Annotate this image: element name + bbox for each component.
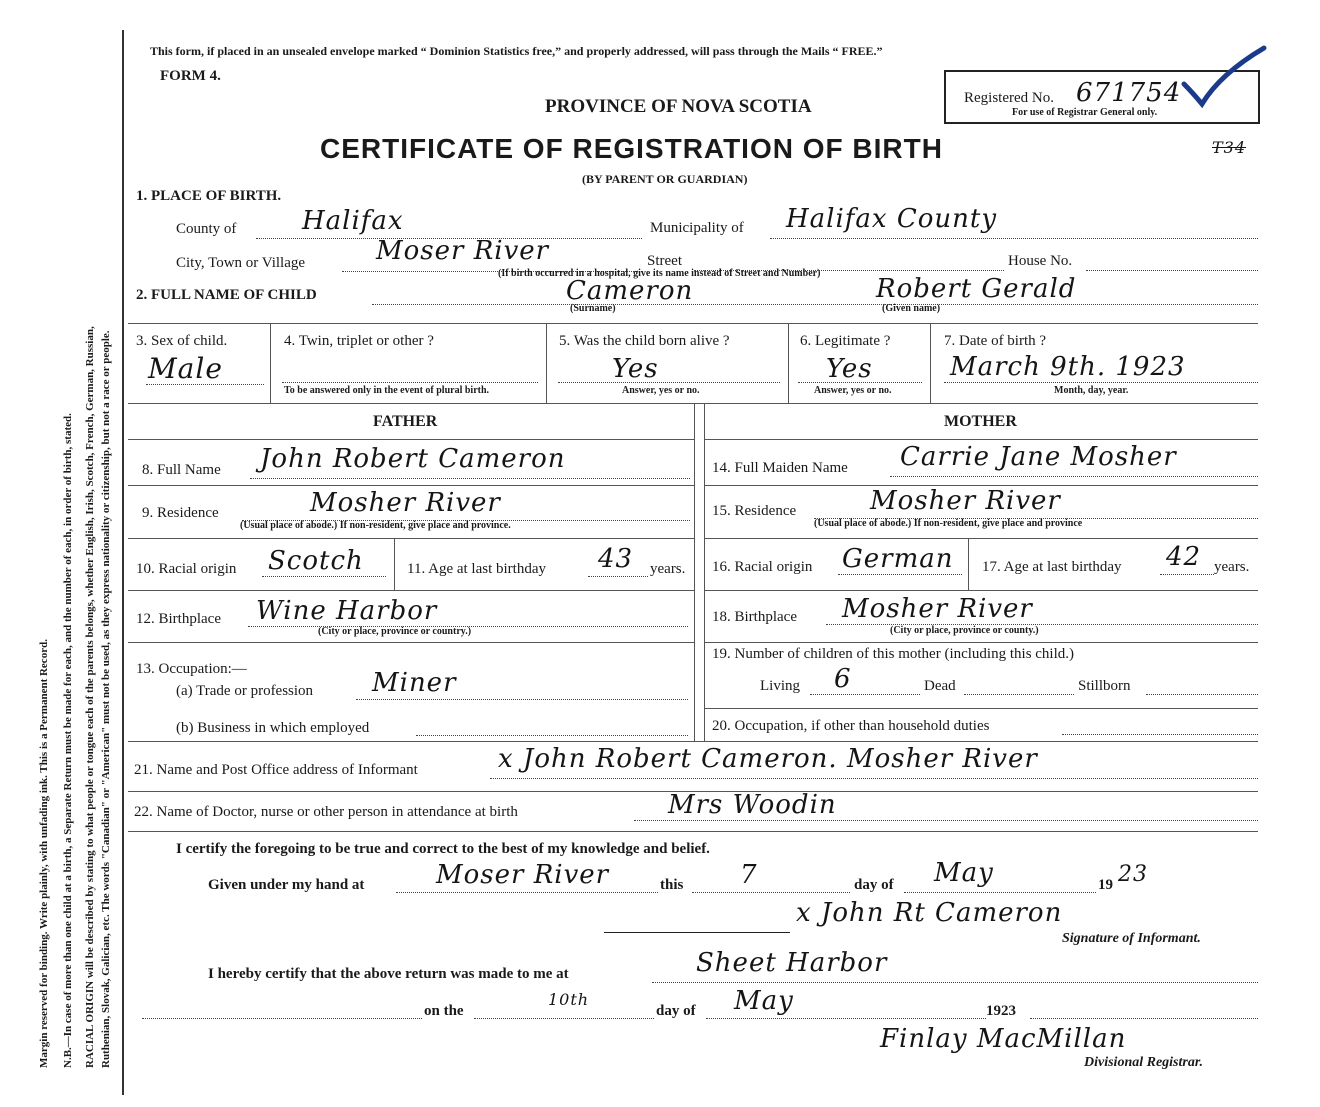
informant-label: 21. Name and Post Office address of Informant [134, 762, 418, 778]
registrar-year: 1923 [986, 1003, 1016, 1019]
registrar-day: 10th [548, 990, 590, 1009]
checkmark-icon [1180, 44, 1270, 114]
sex-label: 3. Sex of child. [136, 333, 228, 349]
mother-age: 42 [1166, 542, 1202, 572]
mother-residence-label: 15. Residence [712, 503, 797, 519]
registrar-place: Sheet Harbor [696, 948, 888, 978]
doctor-label: 22. Name of Doctor, nurse or other person in attendance at birth [134, 804, 518, 820]
legitimate-note: Answer, yes or no. [814, 385, 892, 396]
doctor-value: Mrs Woodin [668, 790, 837, 820]
given-month: May [934, 858, 994, 888]
child-surname: Cameron [566, 276, 694, 306]
dead-label: Dead [924, 678, 956, 694]
birth-date-value: March 9th. 1923 [950, 352, 1186, 382]
father-birthplace-note: (City or place, province or country.) [318, 626, 472, 637]
this-label: this [660, 877, 684, 893]
informant-signature-label: Signature of Informant. [1062, 931, 1201, 946]
father-occupation-label: 13. Occupation:— [136, 661, 247, 677]
corner-mark: T34 [1212, 138, 1247, 157]
mother-race-label: 16. Racial origin [712, 559, 813, 575]
registrar-use-note: For use of Registrar General only. [1012, 107, 1158, 118]
certificate-title: CERTIFICATE OF REGISTRATION OF BIRTH [320, 133, 943, 164]
given-place: Moser River [436, 860, 610, 890]
margin-note-3: RACIAL ORIGIN will be described by stating to what people or tongue each of the parents belongs, whether English, Irish, Scotch, French, German, Russian, [84, 326, 96, 1068]
father-age: 43 [598, 544, 634, 574]
father-name-label: 8. Full Name [142, 462, 221, 478]
father-age-label: 11. Age at last birthday [407, 561, 546, 577]
given-under-label: Given under my hand at [208, 877, 365, 893]
city-value: Moser River [376, 236, 550, 266]
registrar-signature: Finlay MacMillan [880, 1024, 1127, 1054]
day-of-label: day of [854, 877, 894, 893]
twin-label: 4. Twin, triplet or other ? [284, 333, 434, 349]
father-heading: FATHER [373, 413, 438, 430]
on-the-label: on the [424, 1003, 464, 1019]
year-prefix: 19 [1098, 877, 1113, 893]
street-label: Street [647, 253, 682, 269]
mother-heading: MOTHER [944, 413, 1017, 430]
margin-note-2: N.B.—In case of more than one child at a birth, a Separate Return must be made for each, and the number of each, in order of birth, stated. [62, 413, 74, 1068]
birth-date-label: 7. Date of birth ? [944, 333, 1047, 349]
given-name-label: (Given name) [882, 303, 941, 314]
registrar-day-of-label: day of [656, 1003, 696, 1019]
mother-occupation-label: 20. Occupation, if other than household duties [712, 718, 990, 734]
county-value: Halifax [302, 206, 404, 236]
stillborn-label: Stillborn [1078, 678, 1131, 694]
father-race-label: 10. Racial origin [136, 561, 237, 577]
mother-name-label: 14. Full Maiden Name [712, 460, 848, 476]
mother-birthplace-note: (City or place, province or county.) [890, 625, 1039, 636]
father-race: Scotch [268, 546, 364, 576]
mother-race: German [842, 544, 954, 574]
margin-note-4: Ruthenian, Slovak, Galician, etc. The words "Canadian" or "American" must not be used, as they express nationality or citizenship, but not a race or people. [100, 330, 112, 1068]
twin-note: To be answered only in the event of plural birth. [284, 385, 490, 396]
margin-rule [122, 30, 124, 1095]
living-count: 6 [834, 664, 852, 694]
informant-value: x John Robert Cameron. Mosher River [498, 744, 1038, 774]
certify-text: I certify the foregoing to be true and correct to the best of my knowledge and belief. [176, 841, 710, 857]
children-count-label: 19. Number of children of this mother (including this child.) [712, 646, 1075, 662]
city-label: City, Town or Village [176, 255, 306, 271]
surname-label: (Surname) [570, 303, 616, 314]
municipality-value: Halifax County [786, 204, 998, 234]
house-number-label: House No. [1008, 253, 1073, 269]
father-residence: Mosher River [310, 488, 501, 518]
sex-value: Male [148, 352, 223, 385]
municipality-label: Municipality of [650, 220, 744, 236]
mother-age-label: 17. Age at last birthday [982, 559, 1122, 575]
father-birthplace: Wine Harbor [256, 596, 438, 626]
given-day: 7 [740, 860, 758, 890]
born-alive-label: 5. Was the child born alive ? [559, 333, 730, 349]
father-trade: Miner [372, 668, 457, 698]
margin-note-1: Margin reserved for binding. Write plainly, with unfading ink. This is a Permanent Record. [38, 639, 50, 1068]
legitimate-value: Yes [826, 354, 873, 384]
mail-notice: This form, if placed in an unsealed envelope marked “ Dominion Statistics free,” and properly addressed, will pass through the Mails “ FREE.” [150, 44, 883, 58]
father-name: John Robert Cameron [260, 444, 566, 474]
father-business-label: (b) Business in which employed [176, 720, 370, 736]
child-given-name: Robert Gerald [876, 274, 1077, 304]
father-years-label: years. [650, 561, 686, 577]
given-year: 23 [1118, 862, 1148, 887]
born-alive-value: Yes [612, 354, 659, 384]
county-label: County of [176, 221, 237, 237]
living-label: Living [760, 678, 800, 694]
mother-residence: Mosher River [870, 486, 1061, 516]
mother-birthplace-label: 18. Birthplace [712, 609, 797, 625]
father-trade-label: (a) Trade or profession [176, 683, 314, 699]
father-residence-note: (Usual place of abode.) If non-resident, give place and province. [240, 520, 511, 531]
legitimate-label: 6. Legitimate ? [800, 333, 891, 349]
mother-name: Carrie Jane Mosher [900, 442, 1177, 472]
registrar-month: May [734, 986, 794, 1016]
registrar-signature-label: Divisional Registrar. [1084, 1055, 1204, 1070]
mother-residence-note: (Usual place of abode.) If non-resident, give place and province [814, 518, 1083, 529]
informant-signature: x John Rt Cameron [796, 898, 1063, 928]
born-alive-note: Answer, yes or no. [622, 385, 700, 396]
father-residence-label: 9. Residence [142, 505, 219, 521]
birth-date-note: Month, day, year. [1054, 385, 1129, 396]
child-name-label: 2. FULL NAME OF CHILD [136, 287, 317, 303]
registrar-certify-text: I hereby certify that the above return was made to me at [208, 966, 569, 982]
certificate-subtitle: (BY PARENT OR GUARDIAN) [582, 172, 748, 186]
mother-years-label: years. [1214, 559, 1250, 575]
form-number: FORM 4. [160, 68, 221, 84]
mother-birthplace: Mosher River [842, 594, 1033, 624]
place-of-birth-heading: 1. PLACE OF BIRTH. [136, 188, 282, 204]
registered-label: Registered No. [964, 90, 1054, 106]
father-birthplace-label: 12. Birthplace [136, 611, 221, 627]
hospital-note: (If birth occurred in a hospital, give its name instead of Street and Number) [498, 268, 821, 279]
province-heading: PROVINCE OF NOVA SCOTIA [545, 96, 812, 117]
registered-number: 671754 [1076, 78, 1182, 108]
